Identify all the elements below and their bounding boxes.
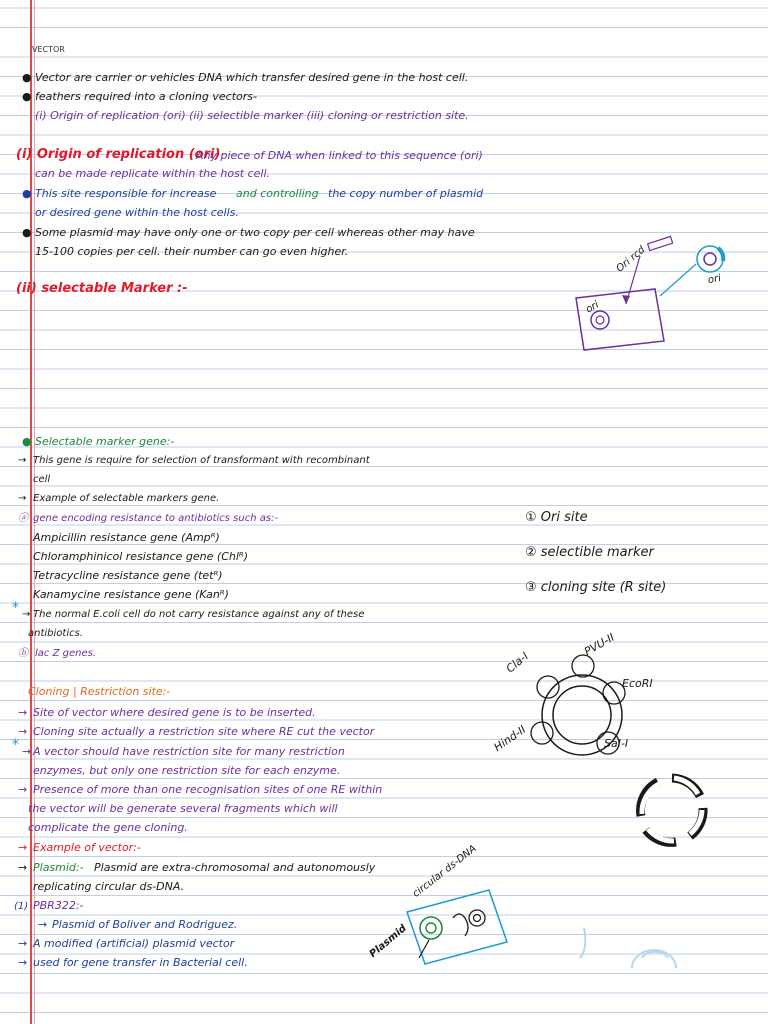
selectable-heading: (ii) selectable Marker :- <box>16 281 188 296</box>
ori-small-label: ori <box>707 272 722 287</box>
right-note-3: ③ cloning site (R site) <box>525 580 667 595</box>
selectable-note-a: The normal E.coli cell do not carry resistance against any of these <box>33 609 365 620</box>
faint-scribble <box>570 920 690 980</box>
cloning-line: Presence of more than one recognisation sites of one RE within <box>33 783 383 796</box>
arrow-icon: → <box>18 455 27 466</box>
cloning-heading: Cloning | Restriction site:- <box>28 685 171 698</box>
ori-point-1c: the copy number of plasmid <box>328 187 484 200</box>
star-icon: * <box>12 600 19 616</box>
ori-point-1a: This site responsible for increase <box>35 187 217 200</box>
bullet-icon: ● <box>22 435 32 448</box>
cloning-line: the vector will be generate several fragments which will <box>28 802 338 815</box>
selectable-subheading: Selectable marker gene:- <box>35 435 175 448</box>
arrow-icon: → <box>18 725 28 738</box>
ori-point-2a: Some plasmid may have only one or two copy per cell whereas other may have <box>35 226 475 239</box>
bullet-icon: ● <box>22 226 32 239</box>
pbr-line: A modified (artificial) plasmid vector <box>33 937 235 950</box>
fragmented-plasmid-icon <box>632 770 712 850</box>
arrow-icon: → <box>18 841 28 854</box>
arrow-icon: → <box>18 861 28 874</box>
ori-circle-outer <box>591 311 609 329</box>
arrow-icon: → <box>22 745 32 758</box>
right-note-1: ① Ori site <box>525 510 588 525</box>
selectable-line-1b: cell <box>33 474 51 485</box>
plasmid-ring <box>420 917 442 939</box>
site-label: Cla-I <box>503 649 531 676</box>
chromosome-loop <box>453 914 468 936</box>
intro-line-2: feathers required into a cloning vectors- <box>35 90 257 103</box>
ori-highlight <box>718 248 723 261</box>
pbr-line: Plasmid of Boliver and Rodriguez. <box>52 918 238 931</box>
selectable-line-1: This gene is require for selection of transformant with recombinant <box>33 455 370 466</box>
cloning-line: Site of vector where desired gene is to be inserted. <box>33 706 316 719</box>
cloning-line: enzymes, but only one restriction site for each enzyme. <box>33 764 341 777</box>
ori-heading: (i) Origin of replication (ori) <box>16 147 221 162</box>
ori-circle-inner <box>596 316 604 324</box>
ori-strand-label: Ori rcd <box>614 244 648 275</box>
plasmid-diagram-label: Plasmid <box>367 922 409 961</box>
cloning-line: complicate the gene cloning. <box>28 821 188 834</box>
gene-item: Chloramphinicol resistance gene (Chlᴿ) <box>33 550 249 563</box>
selectable-item-a: gene encoding resistance to antibiotics such as:- <box>33 513 279 524</box>
gene-item: Kanamycine resistance gene (Kanᴿ) <box>33 588 229 601</box>
site-circle-hind <box>531 722 553 744</box>
site-circle-pvu <box>572 655 594 677</box>
selectable-item-b: lac Z genes. <box>35 648 96 659</box>
selectable-note-b: antibiotics. <box>28 628 83 639</box>
page-title: VECTOR <box>32 45 65 54</box>
circle-a-icon: ⓐ <box>18 513 28 524</box>
dna-circle <box>469 910 485 926</box>
plasmid-text-2: replicating circular ds-DNA. <box>33 880 185 893</box>
plasmid-text: Plasmid are extra-chromosomal and autonomously <box>94 861 376 874</box>
arrow-icon: → <box>22 609 31 620</box>
cloning-line: A vector should have restriction site for many restriction <box>33 745 345 758</box>
dna-circle-inner <box>474 915 481 922</box>
pbr-label: PBR322:- <box>33 899 84 912</box>
plasmid-inner-ring <box>553 686 611 744</box>
site-label: EcoRI <box>622 677 653 690</box>
ori-box-label: ori <box>584 299 601 316</box>
arrow-icon: → <box>18 937 28 950</box>
circular-dna-label: circular ds-DNA <box>410 843 479 900</box>
site-label: PVU-II <box>581 630 617 659</box>
bacterial-plasmid-diagram <box>405 888 515 968</box>
cell-shape <box>576 289 664 350</box>
dna-fragment <box>648 236 673 250</box>
ori-text-1: Any piece of DNA when linked to this sequence (ori) <box>196 149 483 162</box>
restriction-plasmid-diagram <box>520 645 700 775</box>
right-note-2: ② selectible marker <box>525 545 654 560</box>
arrow-icon: → <box>18 783 28 796</box>
link-line <box>660 264 696 296</box>
arrow-icon: → <box>18 493 27 504</box>
ori-text-2: can be made replicate within the host cell. <box>35 167 271 180</box>
circle-b-icon: ⓑ <box>18 648 28 659</box>
plasmid-core <box>426 923 436 933</box>
arrow-icon: → <box>18 956 28 969</box>
pbr-line: used for gene transfer in Bacterial cell. <box>33 956 248 969</box>
arrow-icon: → <box>38 918 48 931</box>
plasmid-label: Plasmid:- <box>33 861 84 874</box>
site-label: Hind-II <box>491 722 529 755</box>
bullet-icon: ● <box>22 71 32 84</box>
features-list: (i) Origin of replication (ori) (ii) selectible marker (iii) cloning or restriction site. <box>35 109 469 122</box>
selectable-line-2: Example of selectable markers gene. <box>33 493 220 504</box>
plasmid-inner <box>704 253 716 265</box>
ori-point-1d: or desired gene within the host cells. <box>35 206 239 219</box>
bullet-icon: ● <box>22 187 32 200</box>
scribble-stroke <box>580 928 585 958</box>
cloning-line: Cloning site actually a restriction site where RE cut the vector <box>33 725 375 738</box>
ori-arrow-head <box>622 295 630 304</box>
intro-line-1: Vector are carrier or vehicles DNA which transfer desired gene in the host cell. <box>35 71 469 84</box>
bullet-icon: ● <box>22 90 32 103</box>
pbr-number: (1) <box>14 901 29 912</box>
ori-point-1b: and controlling <box>236 187 319 200</box>
arrow-icon: → <box>18 706 28 719</box>
ori-point-2b: 15-100 copies per cell. their number can go even higher. <box>35 245 349 258</box>
examples-heading: Example of vector:- <box>33 841 141 854</box>
star-icon: * <box>12 737 19 753</box>
site-label: SaI-I <box>604 737 629 750</box>
gene-item: Tetracycline resistance gene (tetᴿ) <box>33 569 223 582</box>
gene-item: Ampicillin resistance gene (Ampᴿ) <box>33 531 220 544</box>
